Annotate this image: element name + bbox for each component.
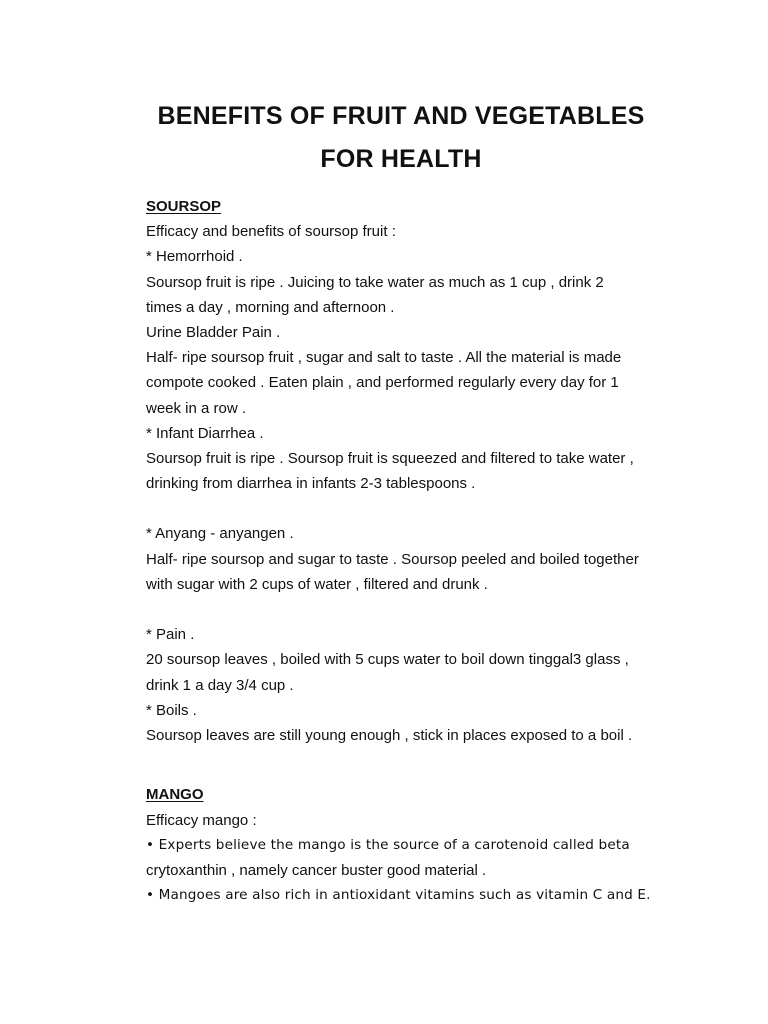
soursop-line: Half- ripe soursop fruit , sugar and salt to taste . All the material is made <box>146 349 622 367</box>
paragraph-spacer <box>146 748 706 773</box>
paragraph-spacer <box>146 773 706 782</box>
soursop-line: drinking from diarrhea in infants 2-3 tablespoons . <box>146 475 476 493</box>
mango-bullet: • Experts believe the mango is the source of a carotenoid called beta <box>146 836 630 853</box>
mango-bullet: • Mangoes are also rich in antioxidant vitamins such as vitamin C and E. <box>146 887 651 904</box>
page-title-line-2: FOR HEALTH <box>320 145 482 173</box>
soursop-line: * Hemorrhoid . <box>146 248 243 266</box>
soursop-line: Efficacy and benefits of soursop fruit : <box>146 223 396 241</box>
document-body <box>146 194 706 908</box>
soursop-line: Soursop fruit is ripe . Soursop fruit is squeezed and filtered to take water , <box>146 449 634 467</box>
soursop-line: Half- ripe soursop and sugar to taste . Soursop peeled and boiled together <box>146 550 639 568</box>
paragraph-spacer <box>146 496 706 521</box>
soursop-line: * Infant Diarrhea . <box>146 424 264 442</box>
soursop-line: Soursop leaves are still young enough , stick in places exposed to a boil . <box>146 726 633 744</box>
soursop-line: Soursop fruit is ripe . Juicing to take water as much as 1 cup , drink 2 <box>146 273 604 291</box>
soursop-line: compote cooked . Eaten plain , and performed regularly every day for 1 <box>146 374 619 392</box>
soursop-line: Urine Bladder Pain . <box>146 323 281 341</box>
soursop-line: with sugar with 2 cups of water , filtered and drunk . <box>146 575 488 593</box>
soursop-line: 20 soursop leaves , boiled with 5 cups water to boil down tinggal3 glass , <box>146 651 629 669</box>
mango-bullet-continuation: crytoxanthin , namely cancer buster good material . <box>146 861 487 879</box>
section-heading-mango: MANGO <box>146 786 204 804</box>
mango-intro: Efficacy mango : <box>146 811 257 829</box>
soursop-line: * Anyang - anyangen . <box>146 525 294 543</box>
page-title-line-1: BENEFITS OF FRUIT AND VEGETABLES <box>157 102 645 130</box>
soursop-line: times a day , morning and afternoon . <box>146 298 395 316</box>
soursop-line: * Pain . <box>146 626 195 644</box>
soursop-line: * Boils . <box>146 701 197 719</box>
soursop-line: drink 1 a day 3/4 cup . <box>146 676 294 694</box>
soursop-line: week in a row . <box>146 399 247 417</box>
section-heading-soursop: SOURSOP <box>146 198 222 215</box>
paragraph-spacer <box>146 597 706 622</box>
